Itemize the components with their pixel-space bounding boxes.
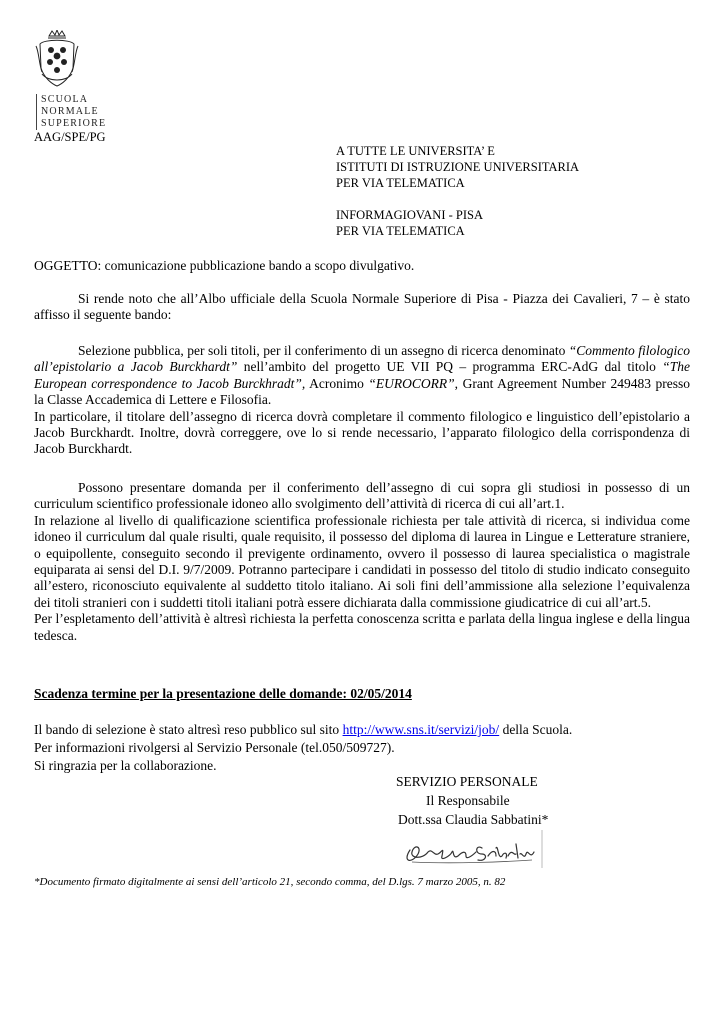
signatory-name: Dott.ssa Claudia Sabbatini* (398, 812, 549, 827)
subject-line: OGGETTO: comunicazione pubblicazione bando a scopo divulgativo. (34, 258, 415, 273)
particular-text: In particolare, il titolare dell’assegno di ricerca dovrà completare il commento filologico e linguistico dell’epistolario a Jacob Burckhardt. Inoltre, dovrà correggere, ove lo si rende necessario, l’apparato filologico della corrispondenza di Jacob Burckhardt. (34, 408, 690, 457)
selection-paragraph (34, 343, 690, 458)
office-name: SERVIZIO PERSONALE (396, 774, 538, 789)
recipient-line: INFORMAGIOVANI - PISA (336, 208, 484, 222)
sns-crest-logo (34, 30, 80, 88)
signature-block (396, 772, 576, 829)
publication-line: Il bando di selezione è stato altresì reso pubblico sul sito http://www.sns.it/servizi/job/ della Scuola. (34, 722, 573, 737)
wordmark-line: SUPERIORE (41, 118, 107, 129)
handwritten-signature (392, 826, 552, 872)
protocol-code: AAG/SPE/PG (34, 130, 106, 144)
wordmark-line: NORMALE (41, 106, 99, 117)
signatory-role: Il Responsabile (426, 793, 510, 808)
closing-block (34, 721, 572, 775)
eligibility-paragraph (34, 480, 690, 644)
qualification-text: In relazione al livello di qualificazione scientifica professionale richiesta per tale attività di ricerca, si individua come idoneo il curriculum dal quale risulti, quale requisito, il possesso del diploma di laurea in Lingue e Letterature straniere, o equipollente, conseguito secondo il previgente ordinamento, ovvero il possesso di laurea specialistica o magistrale equiparata ai sensi del D.I. 9/7/2009. Potranno partecipare i candidati in possesso del titolo di studio indicato conseguito all’estero, riconosciuto equivalente al suddetto titolo italiano. Ai soli fini dell’ammissione alla selezione l’equivalenza dei titoli stranieri con i suddetti titoli italiani potrà essere dichiarata dalla commissione giudicatrice di cui all’art.5. (34, 512, 690, 610)
selection-text: Selezione pubblica, per soli titoli, per il conferimento di un assegno di ricerca denominato “Commento filologico all’epistolario a Jacob Burckhardt” nell’ambito del progetto UE VII PQ – programma ERC-AdG dal titolo “The European correspondence to Jacob Burckhradt”, Acronimo “EUROCORR”, Grant Agreement Number 249483 presso la Classe Accademica di Lettere e Filosofia. (34, 343, 691, 408)
recipient-line: PER VIA TELEMATICA (336, 176, 465, 190)
institution-wordmark (36, 94, 106, 130)
eligibility-text: Possono presentare domanda per il conferimento dell’assegno di cui sopra gli studiosi in possesso di un curriculum scientifico professionale idoneo allo svolgimento dell’attività di ricerca di cui all’art.1. (34, 480, 690, 512)
deadline-notice: Scadenza termine per la presentazione delle domande: 02/05/2014 (34, 686, 412, 701)
digital-signature-footnote: *Documento firmato digitalmente ai sensi dell’articolo 21, secondo comma, del D.lgs. 7 marzo 2005, n. 82 (34, 876, 506, 888)
recipient-line: ISTITUTI DI ISTRUZIONE UNIVERSITARIA (336, 160, 580, 174)
recipients-block (336, 143, 579, 239)
languages-text: Per l’espletamento dell’attività è altresì richiesta la perfetta conoscenza scritta e parlata della lingua inglese e della lingua tedesca. (34, 611, 690, 643)
intro-paragraph (34, 291, 690, 324)
job-page-link[interactable]: http://www.sns.it/servizi/job/ (342, 722, 500, 737)
wordmark-line: SCUOLA (41, 94, 89, 105)
intro-text: Si rende noto che all’Albo ufficiale della Scuola Normale Superiore di Pisa - Piazza dei Cavalieri, 7 – è stato affisso il seguente bando: (34, 291, 690, 323)
recipient-line: PER VIA TELEMATICA (336, 224, 465, 238)
info-line: Per informazioni rivolgersi al Servizio Personale (tel.050/509727). (34, 740, 395, 755)
recipient-line: A TUTTE LE UNIVERSITA’ E (336, 144, 495, 158)
thanks-line: Si ringrazia per la collaborazione. (34, 758, 217, 773)
